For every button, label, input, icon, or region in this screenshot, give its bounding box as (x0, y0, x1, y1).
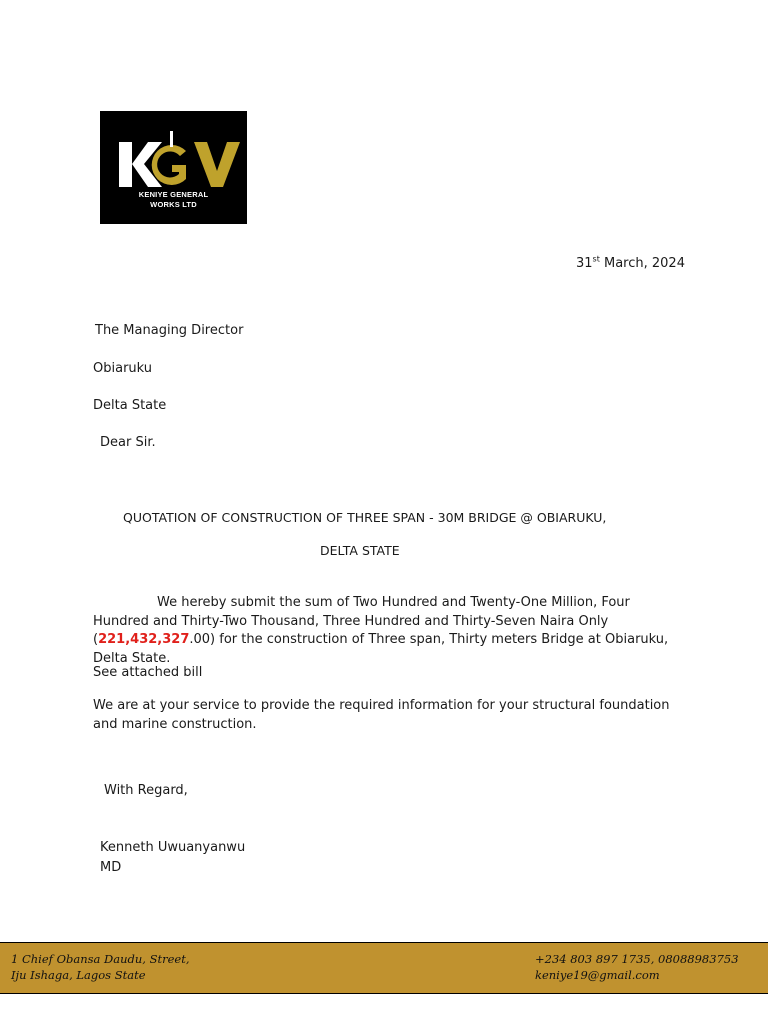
salutation: Dear Sir. (100, 435, 156, 450)
logo-company-line2: WORKS LTD (150, 200, 197, 209)
service-paragraph: We are at your service to provide the required information for your structural foundation and marine construction. (93, 698, 670, 732)
quotation-amount: 221,432,327 (98, 632, 190, 647)
recipient-city: Obiaruku (93, 361, 153, 376)
signatory-name: Kenneth Uwuanyanwu (100, 840, 246, 855)
footer-phone: +234 803 897 1735, 08088983753 (535, 952, 739, 966)
attached-bill-note: See attached bill (93, 665, 203, 680)
recipient-title: The Managing Director (95, 323, 244, 338)
letter-date: 31st March, 2024 (576, 254, 685, 271)
letter-footer (0, 942, 768, 994)
subject-line-1: QUOTATION OF CONSTRUCTION OF THREE SPAN - 30M BRIDGE @ OBIARUKU, (123, 510, 607, 525)
footer-address-line2: Iju Ishaga, Lagos State (11, 968, 146, 982)
kgv-logo-mark (100, 111, 247, 201)
signatory-role: MD (100, 860, 122, 875)
company-logo (100, 111, 247, 224)
recipient-state: Delta State (93, 398, 167, 413)
quotation-paragraph: We hereby submit the sum of Two Hundred and Twenty-One Million, Four Hundred and Thirty-Two Thousand, Three Hundred and Thirty-Seven Naira Only (221,432,327.00) for the construction of Three span, Thirty meters Bridge at Obiaruku, Delta State. (93, 595, 669, 666)
footer-email: keniye19@gmail.com (535, 968, 660, 982)
logo-company-line1: KENIYE GENERAL (138, 190, 209, 199)
subject-line-2: DELTA STATE (320, 543, 400, 558)
closing-regards: With Regard, (104, 783, 188, 798)
footer-address-line1: 1 Chief Obansa Daudu, Street, (11, 952, 190, 966)
